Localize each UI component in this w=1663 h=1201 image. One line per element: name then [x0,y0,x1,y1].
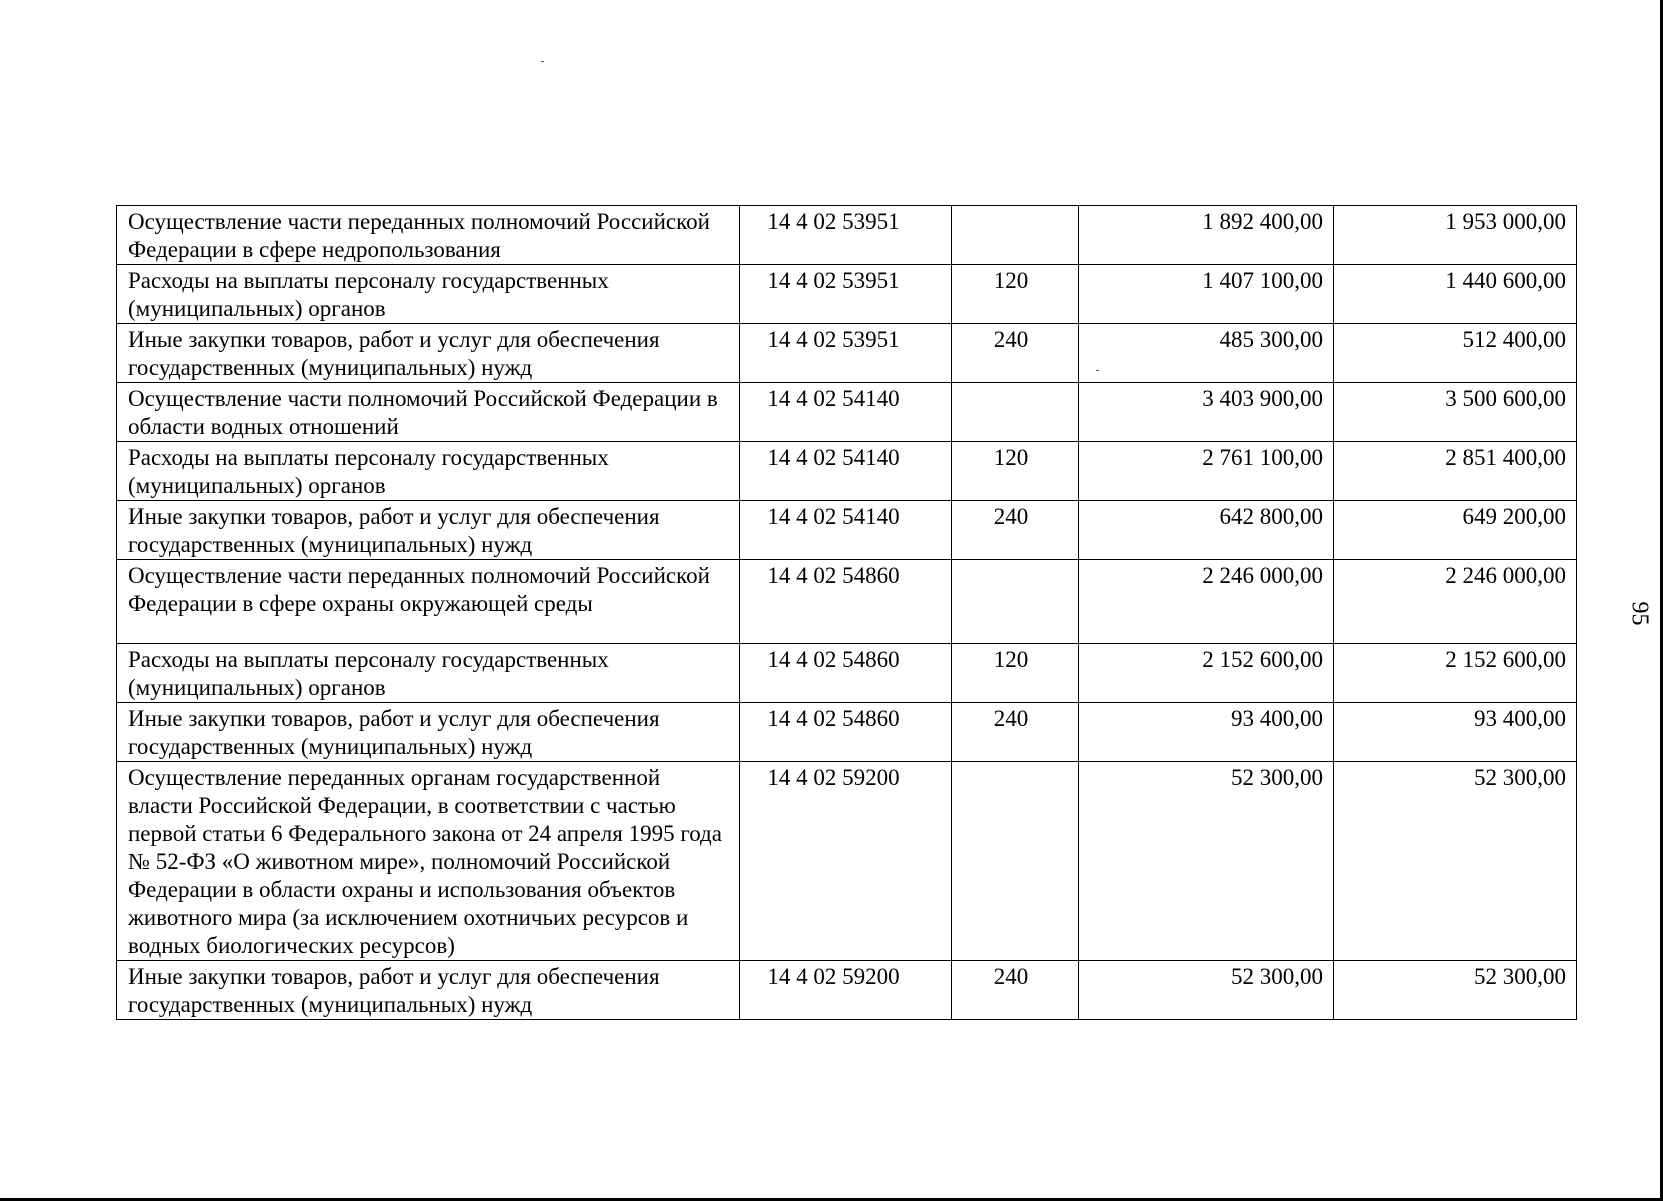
expense-name-cell: Расходы на выплаты персоналу государственных (муниципальных) органов [117,265,740,324]
target-code-cell: 14 4 02 53951 [740,324,952,383]
expense-type-cell [952,560,1079,644]
expense-type-cell: 120 [952,265,1079,324]
expense-name-cell: Осуществление части переданных полномочий Российской Федерации в сфере охраны окружающей среды [117,560,740,644]
target-code-cell: 14 4 02 54140 [740,383,952,442]
expense-name-cell: Осуществление части переданных полномочий Российской Федерации в сфере недропользования [117,206,740,265]
table-row [117,324,1577,383]
amount-year2-cell: 512 400,00 [1334,324,1577,383]
amount-year2-cell: 52 300,00 [1334,762,1577,961]
expense-name-cell: Иные закупки товаров, работ и услуг для обеспечения государственных (муниципальных) нужд [117,961,740,1020]
target-code-cell: 14 4 02 59200 [740,762,952,961]
amount-year1-cell: 52 300,00 [1079,762,1334,961]
amount-year1-cell: 93 400,00 [1079,703,1334,762]
expense-type-cell: 240 [952,961,1079,1020]
target-code-cell: 14 4 02 54140 [740,442,952,501]
table-row [117,703,1577,762]
amount-year2-cell: 2 851 400,00 [1334,442,1577,501]
amount-year2-cell: 93 400,00 [1334,703,1577,762]
target-code-cell: 14 4 02 54860 [740,560,952,644]
target-code-cell: 14 4 02 54860 [740,703,952,762]
target-code-cell: 14 4 02 53951 [740,265,952,324]
amount-year2-cell: 1 440 600,00 [1334,265,1577,324]
amount-year2-cell: 1 953 000,00 [1334,206,1577,265]
amount-year1-cell: 485 300,00 [1079,324,1334,383]
expense-name-cell: Расходы на выплаты персоналу государственных (муниципальных) органов [117,644,740,703]
amount-year1-cell: 1 407 100,00 [1079,265,1334,324]
expense-type-cell: 240 [952,501,1079,560]
expense-type-cell: 120 [952,442,1079,501]
expense-name-cell: Иные закупки товаров, работ и услуг для обеспечения государственных (муниципальных) нужд [117,703,740,762]
expense-type-cell: 240 [952,324,1079,383]
expense-type-cell [952,206,1079,265]
table-row [117,265,1577,324]
expense-name-cell: Иные закупки товаров, работ и услуг для обеспечения государственных (муниципальных) нужд [117,501,740,560]
amount-year1-cell: 2 761 100,00 [1079,442,1334,501]
amount-year1-cell: 3 403 900,00 [1079,383,1334,442]
target-code-cell: 14 4 02 59200 [740,961,952,1020]
expense-name-cell: Осуществление переданных органам государственной власти Российской Федерации, в соответствии с частью первой статьи 6 Федерального закона от 24 апреля 1995 года № 52-ФЗ «О животном мире», полномочий Российской Федерации в области охраны и использования объектов животного мира (за исключением охотничьих ресурсов и водных биологических ресурсов) [117,762,740,961]
table-row [117,644,1577,703]
amount-year1-cell: 52 300,00 [1079,961,1334,1020]
expense-name-cell: Расходы на выплаты персоналу государственных (муниципальных) органов [117,442,740,501]
amount-year1-cell: 2 152 600,00 [1079,644,1334,703]
expense-type-cell [952,383,1079,442]
target-code-cell: 14 4 02 54140 [740,501,952,560]
target-code-cell: 14 4 02 54860 [740,644,952,703]
amount-year1-cell: 1 892 400,00 [1079,206,1334,265]
page-number: 95 [1626,601,1653,626]
amount-year2-cell: 52 300,00 [1334,961,1577,1020]
expense-type-cell [952,762,1079,961]
table-row [117,762,1577,961]
amount-year2-cell: 2 246 000,00 [1334,560,1577,644]
amount-year1-cell: 642 800,00 [1079,501,1334,560]
expense-name-cell: Осуществление части полномочий Российской Федерации в области водных отношений [117,383,740,442]
table-row [117,383,1577,442]
table-row [117,501,1577,560]
table-row [117,442,1577,501]
table-row [117,560,1577,644]
amount-year1-cell: 2 246 000,00 [1079,560,1334,644]
table-row [117,961,1577,1020]
budget-table [116,205,1577,1020]
amount-year2-cell: 2 152 600,00 [1334,644,1577,703]
table-row [117,206,1577,265]
expense-type-cell: 120 [952,644,1079,703]
scan-speck [541,61,544,62]
expense-type-cell: 240 [952,703,1079,762]
target-code-cell: 14 4 02 53951 [740,206,952,265]
amount-year2-cell: 649 200,00 [1334,501,1577,560]
expense-name-cell: Иные закупки товаров, работ и услуг для обеспечения государственных (муниципальных) нужд [117,324,740,383]
amount-year2-cell: 3 500 600,00 [1334,383,1577,442]
